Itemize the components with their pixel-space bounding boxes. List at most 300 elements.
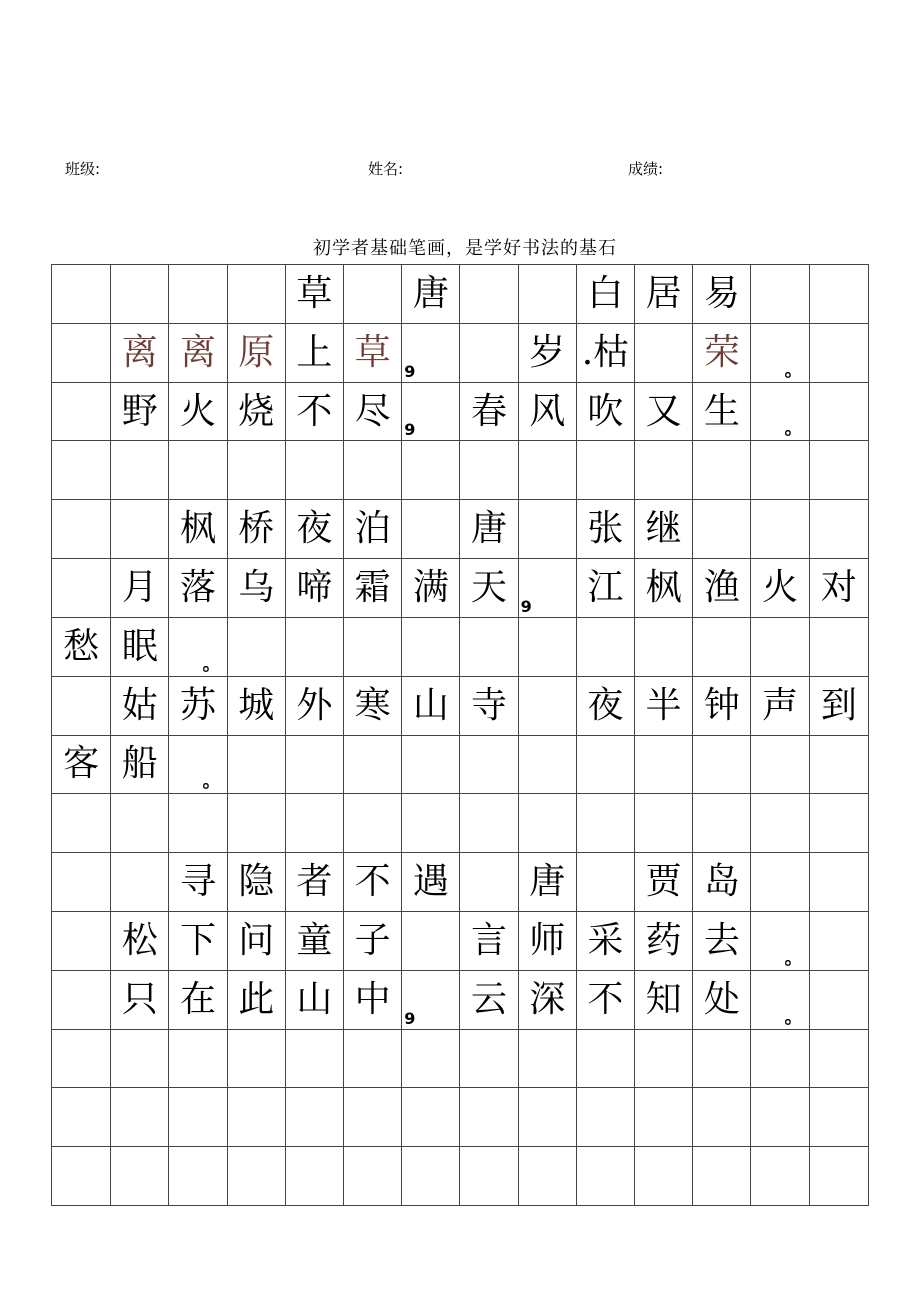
grid-cell <box>52 735 111 794</box>
grid-cell <box>576 382 634 441</box>
grid-character: 离 <box>180 331 217 373</box>
grid-cell <box>285 382 343 441</box>
grid-character: 枫 <box>645 566 682 608</box>
grid-character: 寺 <box>471 684 508 726</box>
grid-character: 不 <box>296 390 333 432</box>
grid-cell <box>111 911 169 970</box>
grid-cell <box>518 970 576 1029</box>
grid-row <box>52 676 869 735</box>
grid-character: 愁 <box>63 625 100 667</box>
grid-cell <box>751 794 809 853</box>
grid-cell <box>227 1147 285 1206</box>
grid-character: 霜 <box>354 566 391 608</box>
grid-cell <box>285 676 343 735</box>
grid-character: 遇 <box>412 861 449 903</box>
grid-character: 半 <box>645 684 682 726</box>
grid-character: 下 <box>180 919 217 961</box>
grid-cell <box>576 323 634 382</box>
period-mark: 。 <box>784 418 803 440</box>
grid-cell <box>402 323 460 382</box>
grid-cell <box>635 911 693 970</box>
grid-cell <box>576 676 634 735</box>
grid-cell <box>693 1088 751 1147</box>
grid-character: 童 <box>296 919 333 961</box>
grid-cell <box>809 1088 868 1147</box>
grid-cell <box>344 911 402 970</box>
grid-row <box>52 559 869 618</box>
grid-cell <box>693 323 751 382</box>
grid-character: 唐 <box>471 508 508 550</box>
grid-character: 原 <box>238 331 275 373</box>
grid-cell <box>460 1029 518 1088</box>
grid-character: 姑 <box>121 684 158 726</box>
period-mark: 。 <box>784 1006 803 1028</box>
grid-character: 月 <box>121 566 158 608</box>
grid-cell <box>402 382 460 441</box>
grid-cell <box>518 1088 576 1147</box>
grid-cell <box>402 853 460 912</box>
grid-cell <box>111 617 169 676</box>
grid-row <box>52 970 869 1029</box>
grid-cell <box>285 911 343 970</box>
grid-cell <box>693 559 751 618</box>
grid-character: 乌 <box>238 566 275 608</box>
grid-character: 张 <box>587 508 624 550</box>
grid-cell <box>227 500 285 559</box>
grid-character: 满 <box>412 566 449 608</box>
period-mark: 。 <box>202 653 221 675</box>
grid-cell <box>402 265 460 324</box>
grid-cell <box>460 323 518 382</box>
grid-character: 吹 <box>587 390 624 432</box>
grid-cell <box>344 794 402 853</box>
grid-character: 白 <box>587 272 624 314</box>
period-mark: 。 <box>784 947 803 969</box>
grid-cell <box>111 559 169 618</box>
grid-cell <box>635 382 693 441</box>
grid-cell <box>809 794 868 853</box>
grid-cell <box>693 1029 751 1088</box>
grid-cell <box>227 1088 285 1147</box>
grid-cell <box>344 617 402 676</box>
grid-cell <box>518 853 576 912</box>
grid-cell <box>52 382 111 441</box>
grid-row <box>52 500 869 559</box>
grid-cell <box>52 265 111 324</box>
grid-cell <box>576 970 634 1029</box>
grid-cell <box>111 853 169 912</box>
grid-cell <box>576 735 634 794</box>
grid-cell <box>635 323 693 382</box>
grid-character: 客 <box>63 743 100 785</box>
grid-character: 采 <box>587 919 624 961</box>
grid-row <box>52 794 869 853</box>
grid-cell <box>693 441 751 500</box>
grid-cell <box>693 1147 751 1206</box>
grid-character: 居 <box>645 272 682 314</box>
grid-cell <box>227 794 285 853</box>
grid-cell <box>460 265 518 324</box>
grid-character: 风 <box>529 390 566 432</box>
grid-character: 隐 <box>238 861 275 903</box>
grid-cell <box>751 441 809 500</box>
grid-cell <box>111 265 169 324</box>
grid-cell <box>809 323 868 382</box>
grid-cell <box>344 676 402 735</box>
grid-row <box>52 1088 869 1147</box>
grid-cell <box>227 735 285 794</box>
grid-cell <box>52 911 111 970</box>
grid-character: 去 <box>703 919 740 961</box>
grid-cell <box>227 676 285 735</box>
grid-cell <box>460 970 518 1029</box>
grid-cell <box>635 970 693 1029</box>
grid-cell <box>460 1147 518 1206</box>
grid-cell <box>111 1088 169 1147</box>
grid-cell <box>169 500 227 559</box>
grid-cell <box>518 265 576 324</box>
grid-cell <box>460 735 518 794</box>
grid-character: 贾 <box>645 861 682 903</box>
comma-mark: 9 <box>404 361 416 381</box>
grid-cell <box>402 735 460 794</box>
grid-character: 到 <box>820 684 857 726</box>
grid-character: 不 <box>587 978 624 1020</box>
grid-character: 眠 <box>121 625 158 667</box>
grid-cell <box>809 911 868 970</box>
grid-cell <box>518 617 576 676</box>
grid-character: 野 <box>121 390 158 432</box>
grid-character: 问 <box>238 919 275 961</box>
grid-character: 山 <box>296 978 333 1020</box>
grid-cell <box>285 559 343 618</box>
grid-character: 对 <box>820 566 857 608</box>
grid-cell <box>344 323 402 382</box>
grid-cell <box>576 1029 634 1088</box>
grid-cell <box>576 500 634 559</box>
grid-cell <box>169 853 227 912</box>
grid-cell <box>635 441 693 500</box>
grid-cell <box>576 1088 634 1147</box>
grid-cell <box>518 911 576 970</box>
grid-row <box>52 911 869 970</box>
grid-cell <box>169 441 227 500</box>
comma-mark: 9 <box>520 596 532 616</box>
grid-cell <box>344 970 402 1029</box>
grid-character: 外 <box>296 684 333 726</box>
grid-cell <box>344 1147 402 1206</box>
grid-cell <box>227 382 285 441</box>
grid-cell <box>402 676 460 735</box>
period-mark: 。 <box>784 359 803 381</box>
grid-cell <box>576 559 634 618</box>
grid-cell <box>693 911 751 970</box>
grid-row <box>52 1029 869 1088</box>
grid-cell <box>344 265 402 324</box>
grid-cell <box>52 794 111 853</box>
grid-cell <box>693 853 751 912</box>
grid-cell <box>518 500 576 559</box>
grid-character: 岁 <box>529 331 566 373</box>
grid-character: 城 <box>238 684 275 726</box>
grid-cell <box>635 617 693 676</box>
grid-cell <box>169 617 227 676</box>
grid-character: 寒 <box>354 684 391 726</box>
grid-cell <box>285 1088 343 1147</box>
grid-cell <box>111 441 169 500</box>
grid-character: 继 <box>645 508 682 550</box>
grid-cell <box>751 382 809 441</box>
grid-character: 草 <box>354 331 391 373</box>
grid-cell <box>809 559 868 618</box>
grid-character: 岛 <box>703 861 740 903</box>
grid-cell <box>227 970 285 1029</box>
grid-cell <box>751 735 809 794</box>
grid-cell <box>635 500 693 559</box>
grid-cell <box>285 794 343 853</box>
grid-cell <box>635 559 693 618</box>
grid-cell <box>227 1029 285 1088</box>
grid-cell <box>576 853 634 912</box>
grid-cell <box>227 911 285 970</box>
grid-character: 中 <box>354 978 391 1020</box>
grid-character: 言 <box>471 919 508 961</box>
grid-cell <box>285 1029 343 1088</box>
grid-cell <box>518 794 576 853</box>
grid-character: 火 <box>180 390 217 432</box>
grid-cell <box>460 617 518 676</box>
grid-cell <box>751 853 809 912</box>
grid-cell <box>460 676 518 735</box>
score-label: 成绩: <box>628 160 664 178</box>
grid-cell <box>402 1147 460 1206</box>
grid-cell <box>402 617 460 676</box>
grid-cell <box>169 1147 227 1206</box>
grid-cell <box>809 617 868 676</box>
grid-cell <box>809 441 868 500</box>
grid-cell <box>576 1147 634 1206</box>
grid-character: 药 <box>645 919 682 961</box>
grid-cell <box>402 559 460 618</box>
grid-cell <box>518 441 576 500</box>
grid-cell <box>169 676 227 735</box>
grid-cell <box>169 382 227 441</box>
grid-row <box>52 853 869 912</box>
grid-cell <box>809 500 868 559</box>
grid-cell <box>693 735 751 794</box>
grid-cell <box>693 676 751 735</box>
grid-cell <box>402 794 460 853</box>
grid-character: 钟 <box>703 684 740 726</box>
grid-row <box>52 382 869 441</box>
grid-cell <box>344 853 402 912</box>
grid-cell <box>809 1147 868 1206</box>
grid-cell <box>285 617 343 676</box>
grid-cell <box>693 500 751 559</box>
grid-cell <box>52 970 111 1029</box>
grid-cell <box>518 1147 576 1206</box>
grid-character: 江 <box>587 566 624 608</box>
grid-cell <box>635 853 693 912</box>
grid-cell <box>285 323 343 382</box>
grid-cell <box>809 382 868 441</box>
grid-cell <box>460 794 518 853</box>
grid-cell <box>227 617 285 676</box>
grid-row <box>52 323 869 382</box>
grid-cell <box>635 676 693 735</box>
grid-cell <box>169 1029 227 1088</box>
grid-row <box>52 735 869 794</box>
grid-character: 桥 <box>238 508 275 550</box>
grid-cell <box>751 1029 809 1088</box>
grid-cell <box>344 735 402 794</box>
grid-cell <box>460 853 518 912</box>
grid-cell <box>518 1029 576 1088</box>
grid-character: 唐 <box>529 861 566 903</box>
grid-cell <box>52 676 111 735</box>
grid-cell <box>227 323 285 382</box>
grid-cell <box>518 323 576 382</box>
comma-mark: 9 <box>404 420 416 440</box>
grid-cell <box>576 441 634 500</box>
grid-character: 尽 <box>354 390 391 432</box>
grid-cell <box>52 500 111 559</box>
grid-cell <box>111 500 169 559</box>
grid-cell <box>169 735 227 794</box>
grid-character: 寻 <box>180 861 217 903</box>
grid-cell <box>518 559 576 618</box>
grid-cell <box>52 559 111 618</box>
grid-cell <box>751 1088 809 1147</box>
grid-cell <box>693 794 751 853</box>
grid-cell <box>809 265 868 324</box>
grid-cell <box>518 735 576 794</box>
grid-cell <box>460 559 518 618</box>
grid-cell <box>635 1029 693 1088</box>
grid-character: 只 <box>121 978 158 1020</box>
grid-cell <box>169 323 227 382</box>
grid-character: 者 <box>296 861 333 903</box>
grid-cell <box>402 1088 460 1147</box>
grid-cell <box>635 1147 693 1206</box>
grid-cell <box>576 617 634 676</box>
grid-cell <box>285 265 343 324</box>
grid-character: 火 <box>762 566 799 608</box>
grid-character: .枯 <box>581 331 630 373</box>
grid-cell <box>460 382 518 441</box>
grid-cell <box>576 911 634 970</box>
grid-cell <box>344 382 402 441</box>
grid-cell <box>344 1088 402 1147</box>
grid-cell <box>285 500 343 559</box>
grid-character: 唐 <box>412 272 449 314</box>
grid-cell <box>402 1029 460 1088</box>
grid-character: 落 <box>180 566 217 608</box>
grid-cell <box>169 911 227 970</box>
grid-cell <box>460 441 518 500</box>
grid-cell <box>751 265 809 324</box>
grid-cell <box>635 735 693 794</box>
grid-cell <box>751 970 809 1029</box>
grid-cell <box>227 265 285 324</box>
grid-cell <box>518 676 576 735</box>
grid-row <box>52 441 869 500</box>
name-label: 姓名: <box>368 160 404 178</box>
grid-cell <box>344 559 402 618</box>
grid-cell <box>344 500 402 559</box>
grid-character: 泊 <box>354 508 391 550</box>
grid-cell <box>52 1029 111 1088</box>
grid-row <box>52 617 869 676</box>
grid-character: 在 <box>180 978 217 1020</box>
grid-cell <box>52 323 111 382</box>
grid-cell <box>111 1147 169 1206</box>
grid-cell <box>460 500 518 559</box>
grid-character: 离 <box>121 331 158 373</box>
grid-character: 处 <box>703 978 740 1020</box>
grid-cell <box>809 853 868 912</box>
grid-cell <box>111 794 169 853</box>
grid-cell <box>751 559 809 618</box>
grid-cell <box>344 1029 402 1088</box>
grid-cell <box>111 323 169 382</box>
period-mark: 。 <box>202 771 221 793</box>
grid-cell <box>635 794 693 853</box>
grid-character: 枫 <box>180 508 217 550</box>
grid-character: 夜 <box>587 684 624 726</box>
grid-cell <box>751 911 809 970</box>
grid-cell <box>751 323 809 382</box>
grid-cell <box>169 265 227 324</box>
grid-cell <box>402 970 460 1029</box>
grid-cell <box>751 1147 809 1206</box>
grid-cell <box>344 441 402 500</box>
worksheet-subtitle: 初学者基础笔画，是学好书法的基石 <box>313 238 617 259</box>
grid-character: 烧 <box>238 390 275 432</box>
grid-cell <box>227 853 285 912</box>
practice-grid <box>51 264 869 1206</box>
grid-cell <box>635 1088 693 1147</box>
class-label: 班级: <box>65 160 101 178</box>
grid-cell <box>693 382 751 441</box>
grid-character: 上 <box>296 331 333 373</box>
grid-cell <box>111 382 169 441</box>
grid-cell <box>169 1088 227 1147</box>
grid-cell <box>693 617 751 676</box>
grid-cell <box>52 617 111 676</box>
grid-cell <box>111 735 169 794</box>
grid-character: 子 <box>354 919 391 961</box>
grid-character: 苏 <box>180 684 217 726</box>
grid-cell <box>227 441 285 500</box>
grid-character: 云 <box>471 978 508 1020</box>
grid-cell <box>751 617 809 676</box>
comma-mark: 9 <box>404 1008 416 1028</box>
grid-cell <box>809 735 868 794</box>
grid-cell <box>285 970 343 1029</box>
grid-character: 又 <box>645 390 682 432</box>
grid-cell <box>52 1088 111 1147</box>
grid-cell <box>518 382 576 441</box>
grid-cell <box>460 1088 518 1147</box>
grid-character: 船 <box>121 743 158 785</box>
grid-cell <box>402 911 460 970</box>
grid-cell <box>460 911 518 970</box>
grid-cell <box>52 853 111 912</box>
grid-cell <box>52 441 111 500</box>
grid-cell <box>402 500 460 559</box>
grid-character: 生 <box>703 390 740 432</box>
